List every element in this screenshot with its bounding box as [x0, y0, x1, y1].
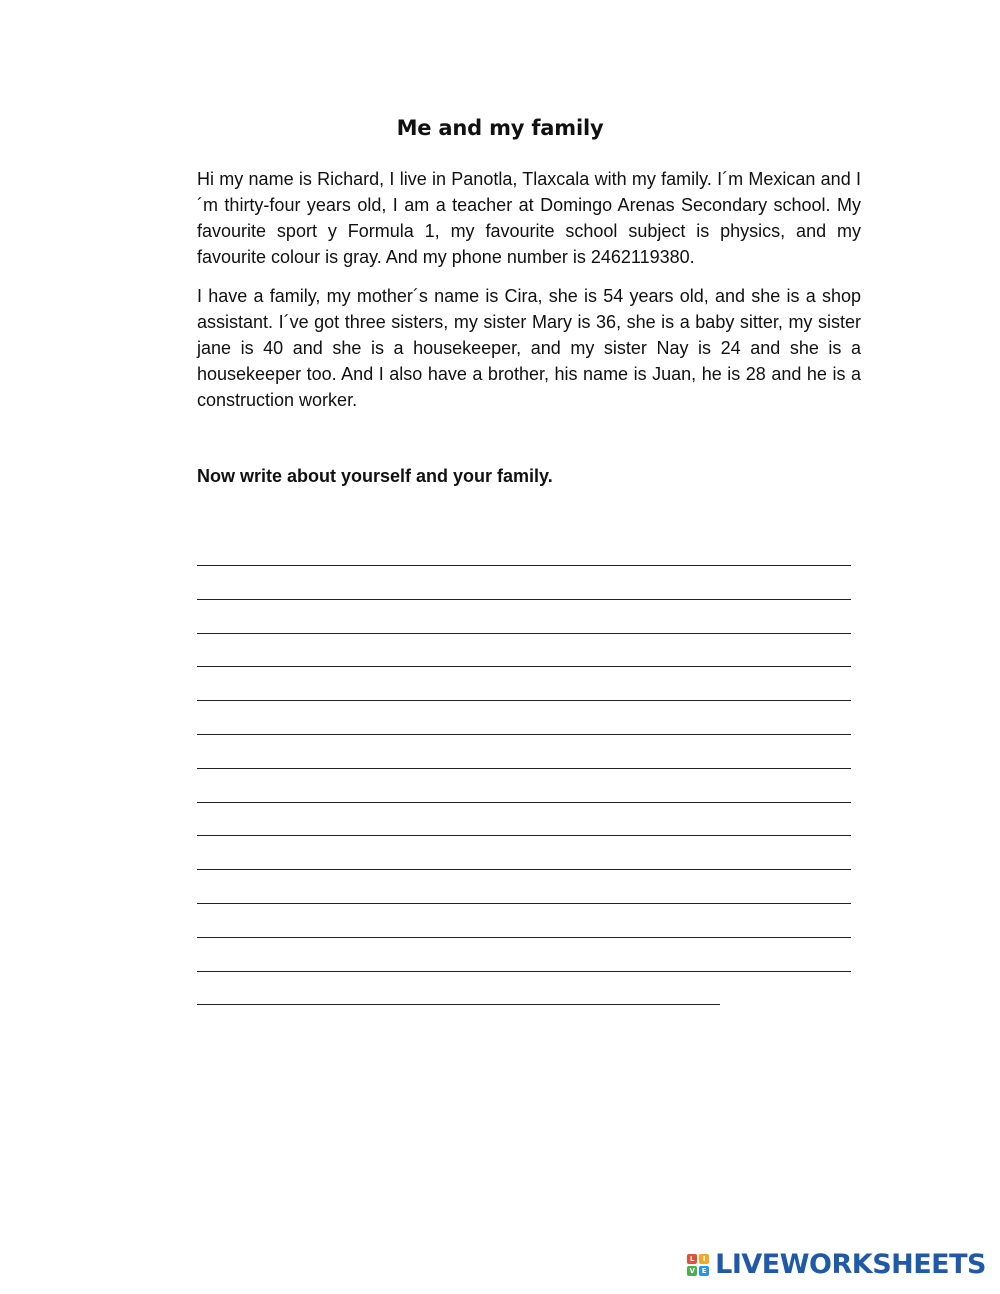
logo-text: LIVEWORKSHEETS — [715, 1249, 986, 1280]
logo-mark-tile: I — [699, 1254, 709, 1264]
writing-line[interactable] — [197, 835, 851, 836]
intro-paragraph: Hi my name is Richard, I live in Panotla, Tlaxcala with my family. I´m Mexican and I´m thirty-four years old, I am a teacher at Domingo Arenas Secondary school. My favourite sport y Formula 1, my favourite school subject is physics, and my favourite colour is gray. And my phone number is 2462119380. — [197, 169, 861, 267]
writing-line[interactable] — [197, 666, 851, 667]
logo-mark-tile: L — [687, 1254, 697, 1264]
logo-mark-tile: V — [687, 1266, 697, 1276]
writing-line[interactable] — [197, 971, 851, 972]
family-paragraph: I have a family, my mother´s name is Cira, she is 54 years old, and she is a shop assistant. I´ve got three sisters, my sister Mary is 36, she is a baby sitter, my sister jane is 40 and she is a housekeeper, and my sister Nay is 24 and she is a housekeeper too. And I also have a brother, his name is Juan, he is 28 and he is a construction worker. — [197, 286, 861, 410]
writing-line[interactable] — [197, 565, 851, 566]
logo-mark-tile: E — [699, 1266, 709, 1276]
page-title: Me and my family — [396, 116, 604, 140]
writing-line[interactable] — [197, 903, 851, 904]
writing-line[interactable] — [197, 700, 851, 701]
writing-line[interactable] — [197, 633, 851, 634]
writing-line[interactable] — [197, 599, 851, 600]
writing-line[interactable] — [197, 869, 851, 870]
writing-line[interactable] — [197, 802, 851, 803]
writing-line[interactable] — [197, 768, 851, 769]
writing-line[interactable] — [197, 937, 851, 938]
writing-line[interactable] — [197, 1004, 720, 1005]
liveworksheets-logo-icon — [687, 1254, 709, 1276]
writing-line[interactable] — [197, 734, 851, 735]
writing-prompt: Now write about yourself and your family. — [197, 466, 553, 486]
liveworksheets-logo — [687, 1249, 986, 1280]
